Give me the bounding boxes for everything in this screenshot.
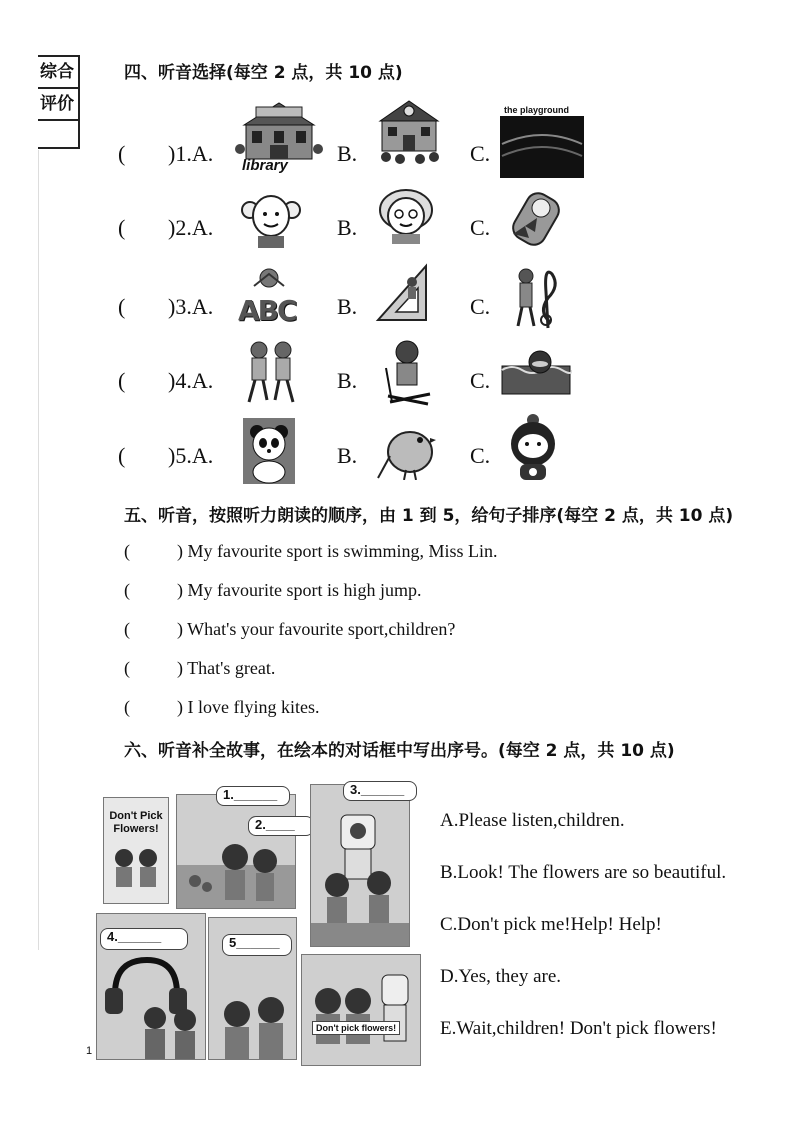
section6-title: 六、听音补全故事，在绘本的对话框中写出序号。(每空 2 点，共 10 点) [124,741,675,761]
q1-label: )1.A. [168,141,214,166]
story-option-e: E.Wait,children! Don't pick flowers! [440,1018,717,1039]
s5-blank-3[interactable]: ( [124,619,130,639]
playground-caption: the playground [500,104,584,116]
q2-a-grandpa-picture[interactable] [240,188,302,248]
q3-c-music-picture[interactable] [508,262,564,330]
q3-label: )3.A. [168,294,214,319]
s5-sentence-3: ) What's your favourite sport,children? [177,619,456,639]
q4-answer-paren[interactable]: ( [118,368,126,393]
library-caption: library [242,157,288,174]
story-option-d: D.Yes, they are. [440,966,562,987]
story-panel-5 [301,954,421,1066]
story-bubble-2[interactable]: 2.____ [248,816,314,836]
q5-option-b: B. [337,443,358,468]
q3-a-abc-picture[interactable] [238,266,300,326]
q2-option-c: C. [470,215,491,240]
s5-blank-4[interactable]: ( [124,658,130,678]
q5-a-panda-picture[interactable] [243,418,295,484]
s5-sentence-1: ) My favourite sport is swimming, Miss Lin. [177,541,498,561]
s5-sentence-2: ) My favourite sport is high jump. [177,580,422,600]
score-row-2: 评价 [38,89,78,121]
story-bubble-1[interactable]: 1.______ [216,786,290,806]
story-panel-1 [176,794,296,909]
story-bubble-4[interactable]: 4.______ [100,928,188,950]
q4-label: )4.A. [168,368,214,393]
q1-b-school-picture[interactable] [374,97,444,167]
q4-option-b: B. [337,368,358,393]
abc-letters: ABC [238,294,296,327]
story-panel-2 [310,784,410,947]
s5-blank-5[interactable]: ( [124,697,130,717]
story-bubble-3[interactable]: 3.______ [343,781,417,801]
q3-option-b: B. [337,294,358,319]
q3-option-c: C. [470,294,491,319]
q1-option-b: B. [337,141,358,166]
story-cover-panel [103,797,169,904]
story-option-a: A.Please listen,children. [440,810,625,831]
score-row-3[interactable] [38,121,78,151]
q1-option-c: C. [470,141,491,166]
q2-b-grandma-picture[interactable] [374,186,438,244]
q3-answer-paren[interactable]: ( [118,294,126,319]
dont-pick-sign: Don't pick flowers! [312,1021,400,1035]
q4-a-running-picture[interactable] [243,338,299,408]
s5-blank-2[interactable]: ( [124,580,130,600]
s5-sentence-4: ) That's great. [177,658,276,678]
q1-c-playground-picture[interactable] [500,104,584,178]
score-row-1: 综合 [38,57,78,89]
q5-label: )5.A. [168,443,214,468]
q4-c-swimming-picture[interactable] [500,344,572,396]
q2-label: )2.A. [168,215,214,240]
q1-a-library-picture[interactable] [232,97,327,177]
story-option-c: C.Don't pick me!Help! Help! [440,914,662,935]
q5-answer-paren[interactable]: ( [118,443,126,468]
q5-option-c: C. [470,443,491,468]
q4-b-skiing-picture[interactable] [380,338,434,408]
section5-title: 五、听音，按照听力朗读的顺序，由 1 到 5，给句子排序(每空 2 点，共 10 点) [124,506,734,526]
q5-c-mascot-picture[interactable] [504,412,562,484]
q2-answer-paren[interactable]: ( [118,215,126,240]
section4-title: 四、听音选择(每空 2 点，共 10 点) [124,63,403,83]
story-option-b: B.Look! The flowers are so beautiful. [440,862,727,883]
story-bubble-5[interactable]: 5______ [222,934,292,956]
q3-b-maths-picture[interactable] [374,262,430,322]
left-margin-line [38,150,39,950]
s5-sentence-5: ) I love flying kites. [177,697,320,717]
q2-option-b: B. [337,215,358,240]
q5-b-bird-picture[interactable] [376,424,436,480]
score-table [38,55,80,149]
q4-option-c: C. [470,368,491,393]
page-marker: 1 [86,1045,93,1057]
q1-answer-paren[interactable]: ( [118,141,126,166]
q2-c-baby-picture[interactable] [505,188,567,250]
story-book-title: Don't Pick Flowers! [109,810,163,835]
s5-blank-1[interactable]: ( [124,541,130,561]
